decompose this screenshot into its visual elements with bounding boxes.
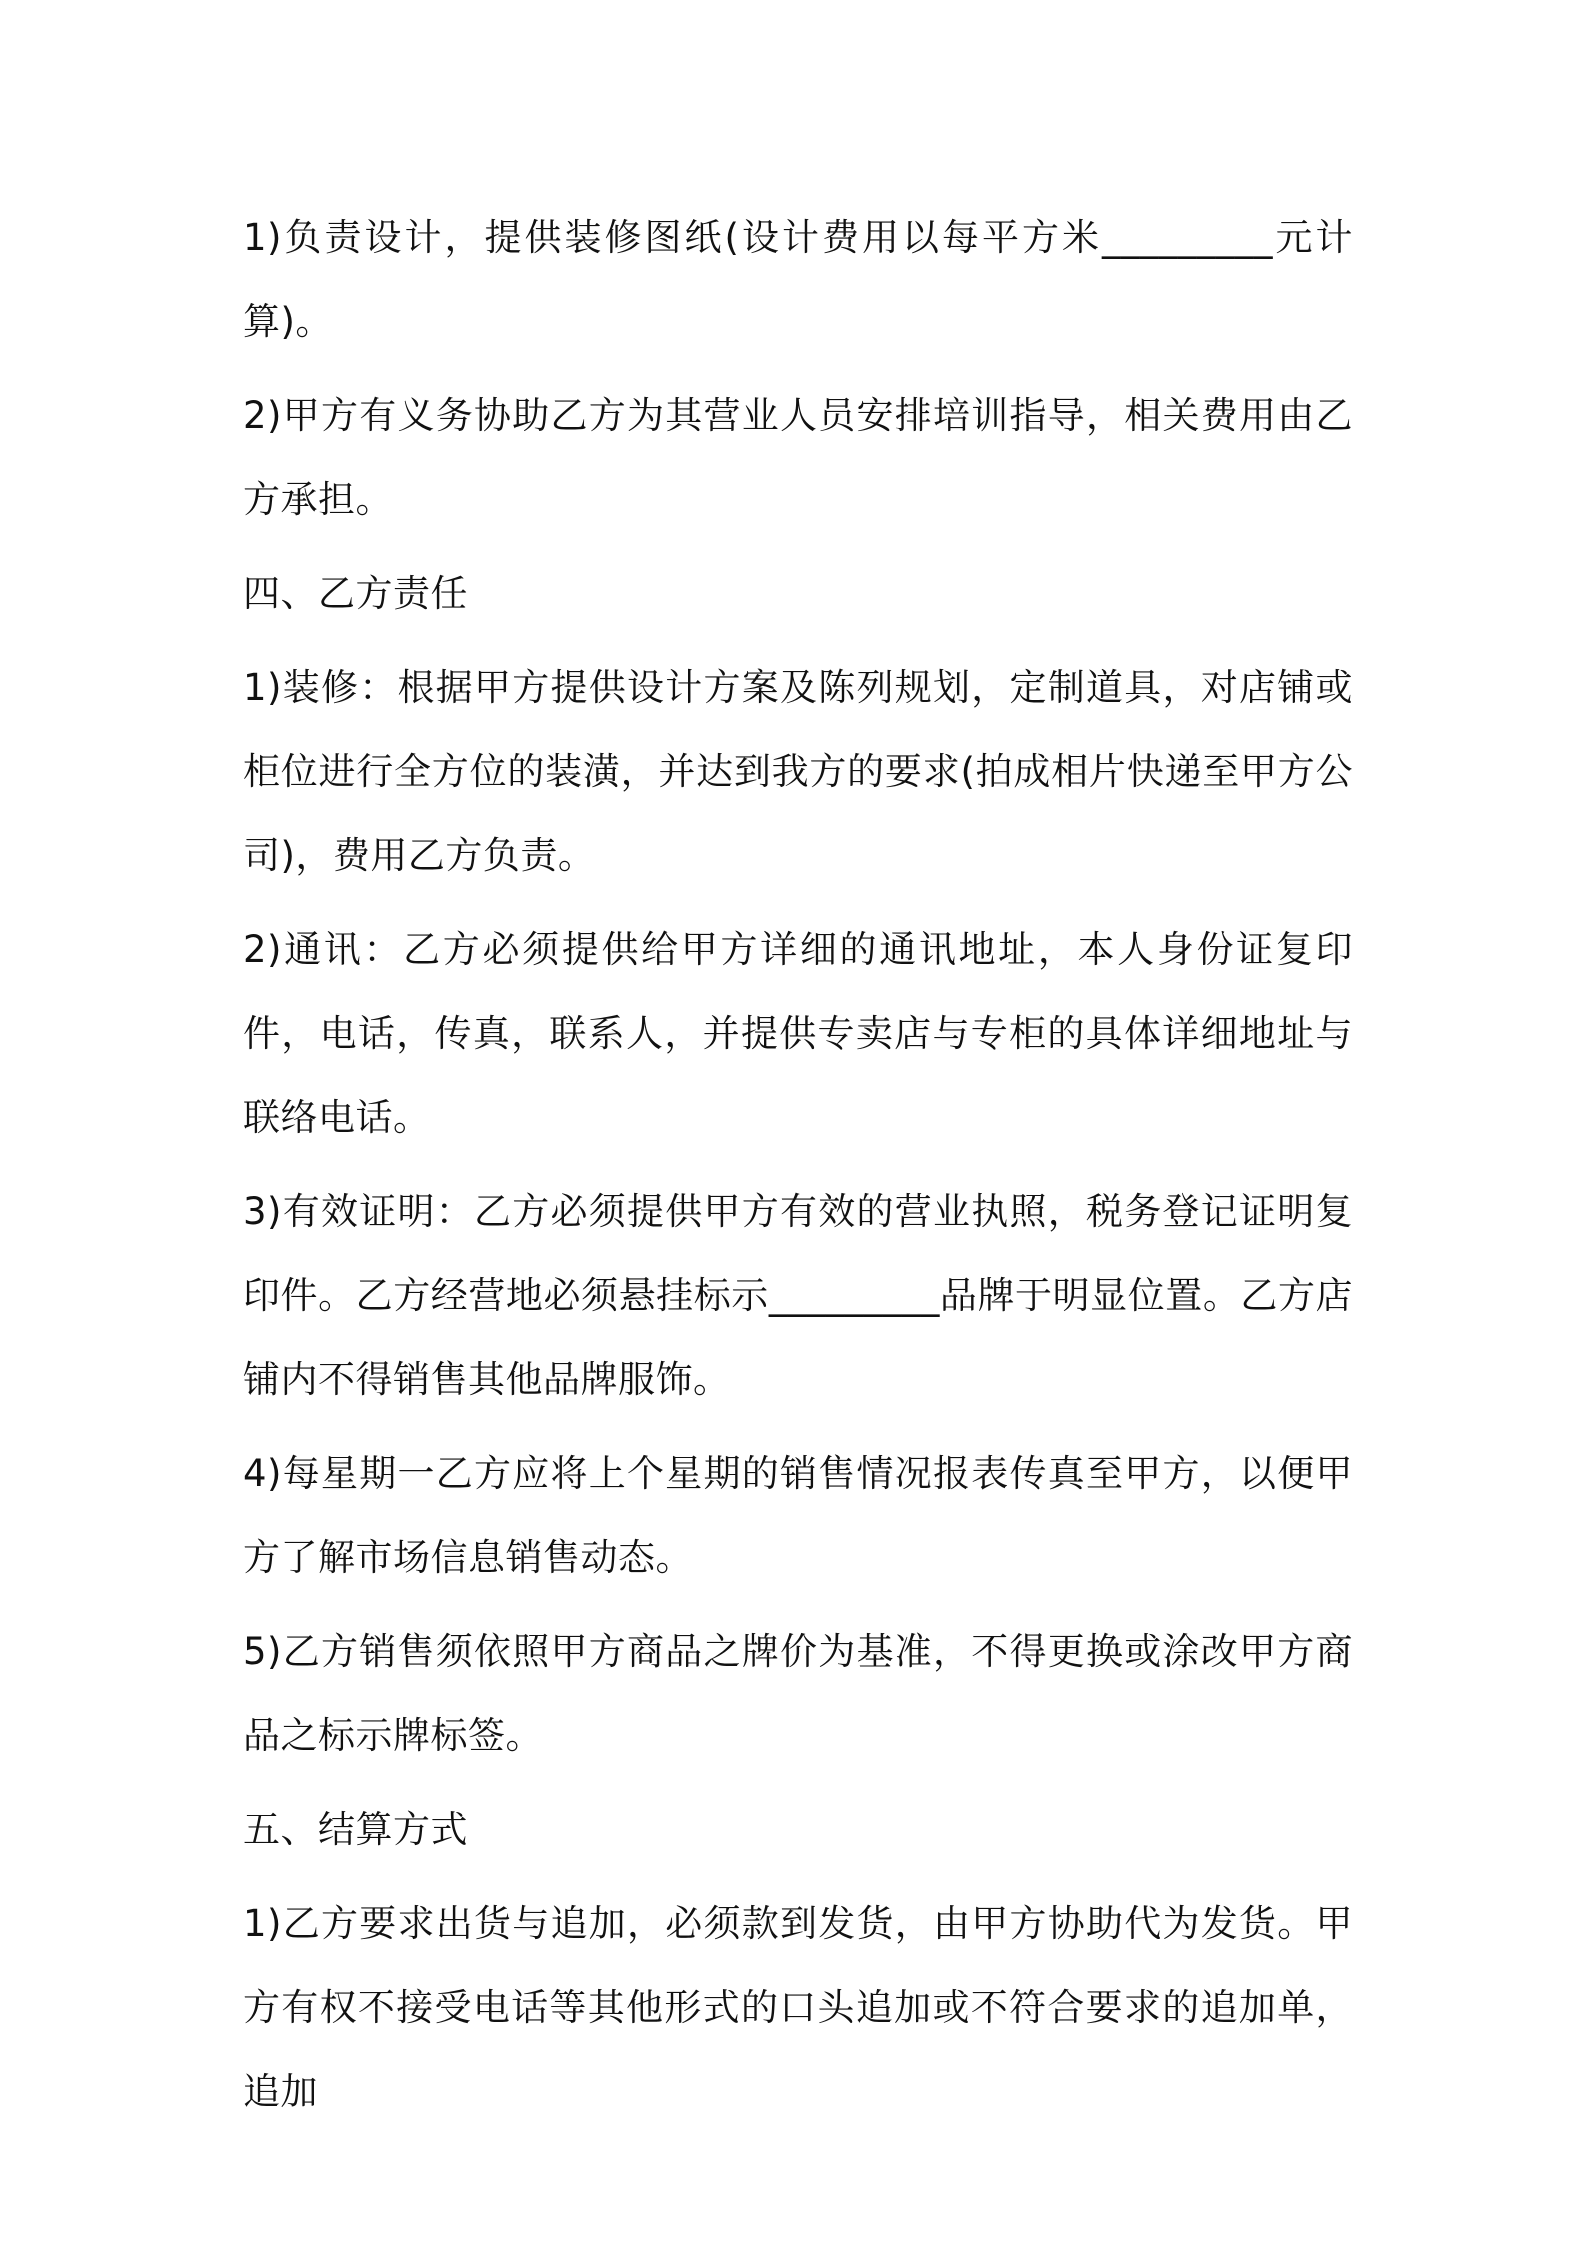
clause-ordering: 1)乙方要求出货与追加，必须款到发货，由甲方协助代为发货。甲方有权不接受电话等其他形式的口头追加或不符合要求的追加单，追加 <box>243 1902 1353 2113</box>
section-heading-settlement: 五、结算方式 <box>243 1808 468 1851</box>
clause-design-fee: 1)负责设计，提供装修图纸(设计费用以每平方米_________元计算)。 <box>243 216 1353 343</box>
clause-decoration: 1)装修：根据甲方提供设计方案及陈列规划，定制道具，对店铺或柜位进行全方位的装潢，并达到我方的要求(拍成相片快递至甲方公司)，费用乙方负责。 <box>243 666 1353 877</box>
clause-training: 2)甲方有义务协助乙方为其营业人员安排培训指导，相关费用由乙方承担。 <box>243 394 1353 521</box>
document-page <box>243 196 1353 2144</box>
clause-communication: 2)通讯：乙方必须提供给甲方详细的通讯地址，本人身份证复印件，电话，传真，联系人，并提供专卖店与专柜的具体详细地址与联络电话。 <box>243 928 1353 1139</box>
clause-pricing: 5)乙方销售须依照甲方商品之牌价为基准，不得更换或涂改甲方商品之标示牌标签。 <box>243 1630 1353 1757</box>
clause-valid-proof: 3)有效证明：乙方必须提供甲方有效的营业执照，税务登记证明复印件。乙方经营地必须悬挂标示_________品牌于明显位置。乙方店铺内不得销售其他品牌服饰。 <box>243 1190 1353 1401</box>
clause-weekly-report: 4)每星期一乙方应将上个星期的销售情况报表传真至甲方，以便甲方了解市场信息销售动态。 <box>243 1452 1353 1579</box>
section-heading-party-b-duties: 四、乙方责任 <box>243 572 468 615</box>
